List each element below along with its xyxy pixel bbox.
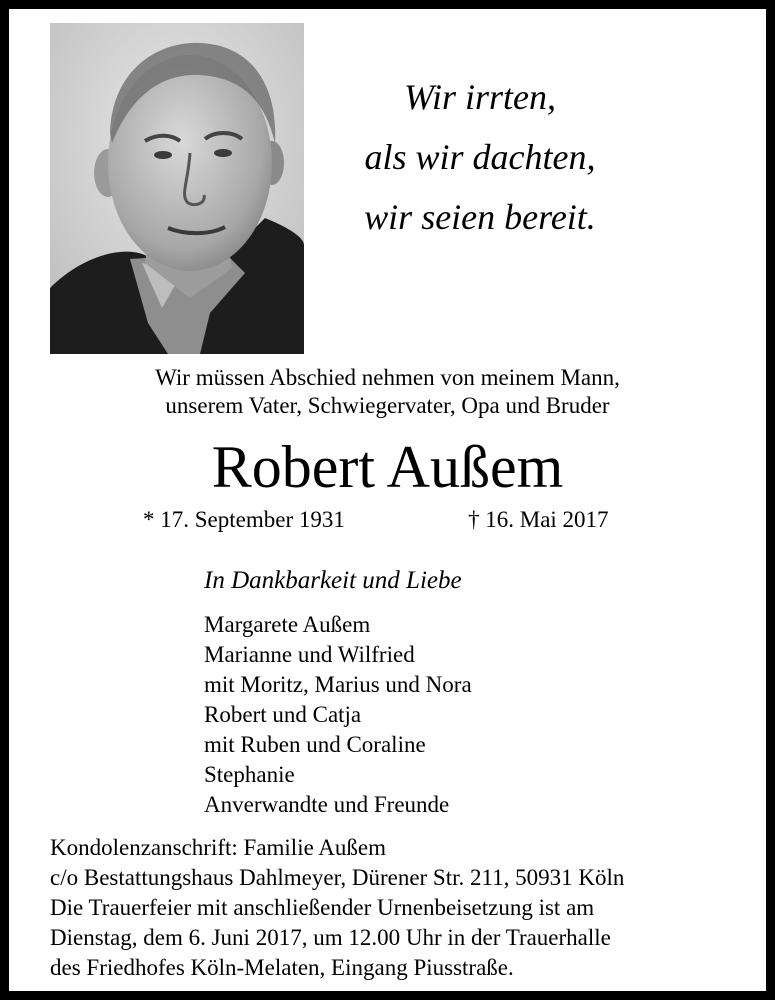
- family-member: Robert und Catja: [204, 702, 362, 727]
- footer-line: c/o Bestattungshaus Dahlmeyer, Dürener Str. 211, 50931 Köln: [50, 865, 625, 890]
- farewell-intro: [0, 364, 775, 420]
- family-member: Stephanie: [204, 762, 295, 787]
- thanks-line: In Dankbarkeit und Liebe: [204, 567, 462, 594]
- family-member: Marianne und Wilfried: [204, 642, 415, 667]
- intro-line: Wir müssen Abschied nehmen von meinem Mann,: [155, 365, 620, 390]
- deceased-name: Robert Außem: [211, 434, 564, 500]
- intro-line: unserem Vater, Schwiegervater, Opa und Bruder: [165, 393, 610, 418]
- family-member: Margarete Außem: [204, 612, 371, 637]
- quote-line: wir seien bereit.: [364, 197, 596, 237]
- portrait-photo: [50, 23, 304, 354]
- birth-date: * 17. September 1931: [143, 507, 345, 532]
- family-member: mit Ruben und Coraline: [204, 732, 426, 757]
- quote-line: als wir dachten,: [364, 137, 596, 177]
- funeral-details: [50, 833, 750, 983]
- death-date: † 16. Mai 2017: [468, 507, 609, 532]
- footer-line: des Friedhofes Köln-Melaten, Eingang Piusstraße.: [50, 955, 514, 980]
- family-member: Anverwandte und Freunde: [204, 792, 450, 817]
- memorial-quote: [330, 75, 630, 255]
- footer-line: Kondolenzanschrift: Familie Außem: [50, 835, 386, 860]
- family-list: [204, 610, 472, 820]
- quote-line: Wir irrten,: [403, 77, 556, 117]
- footer-line: Dienstag, dem 6. Juni 2017, um 12.00 Uhr in der Trauerhalle: [50, 925, 611, 950]
- footer-line: Die Trauerfeier mit anschließender Urnenbeisetzung ist am: [50, 895, 595, 920]
- family-member: mit Moritz, Marius und Nora: [204, 672, 472, 697]
